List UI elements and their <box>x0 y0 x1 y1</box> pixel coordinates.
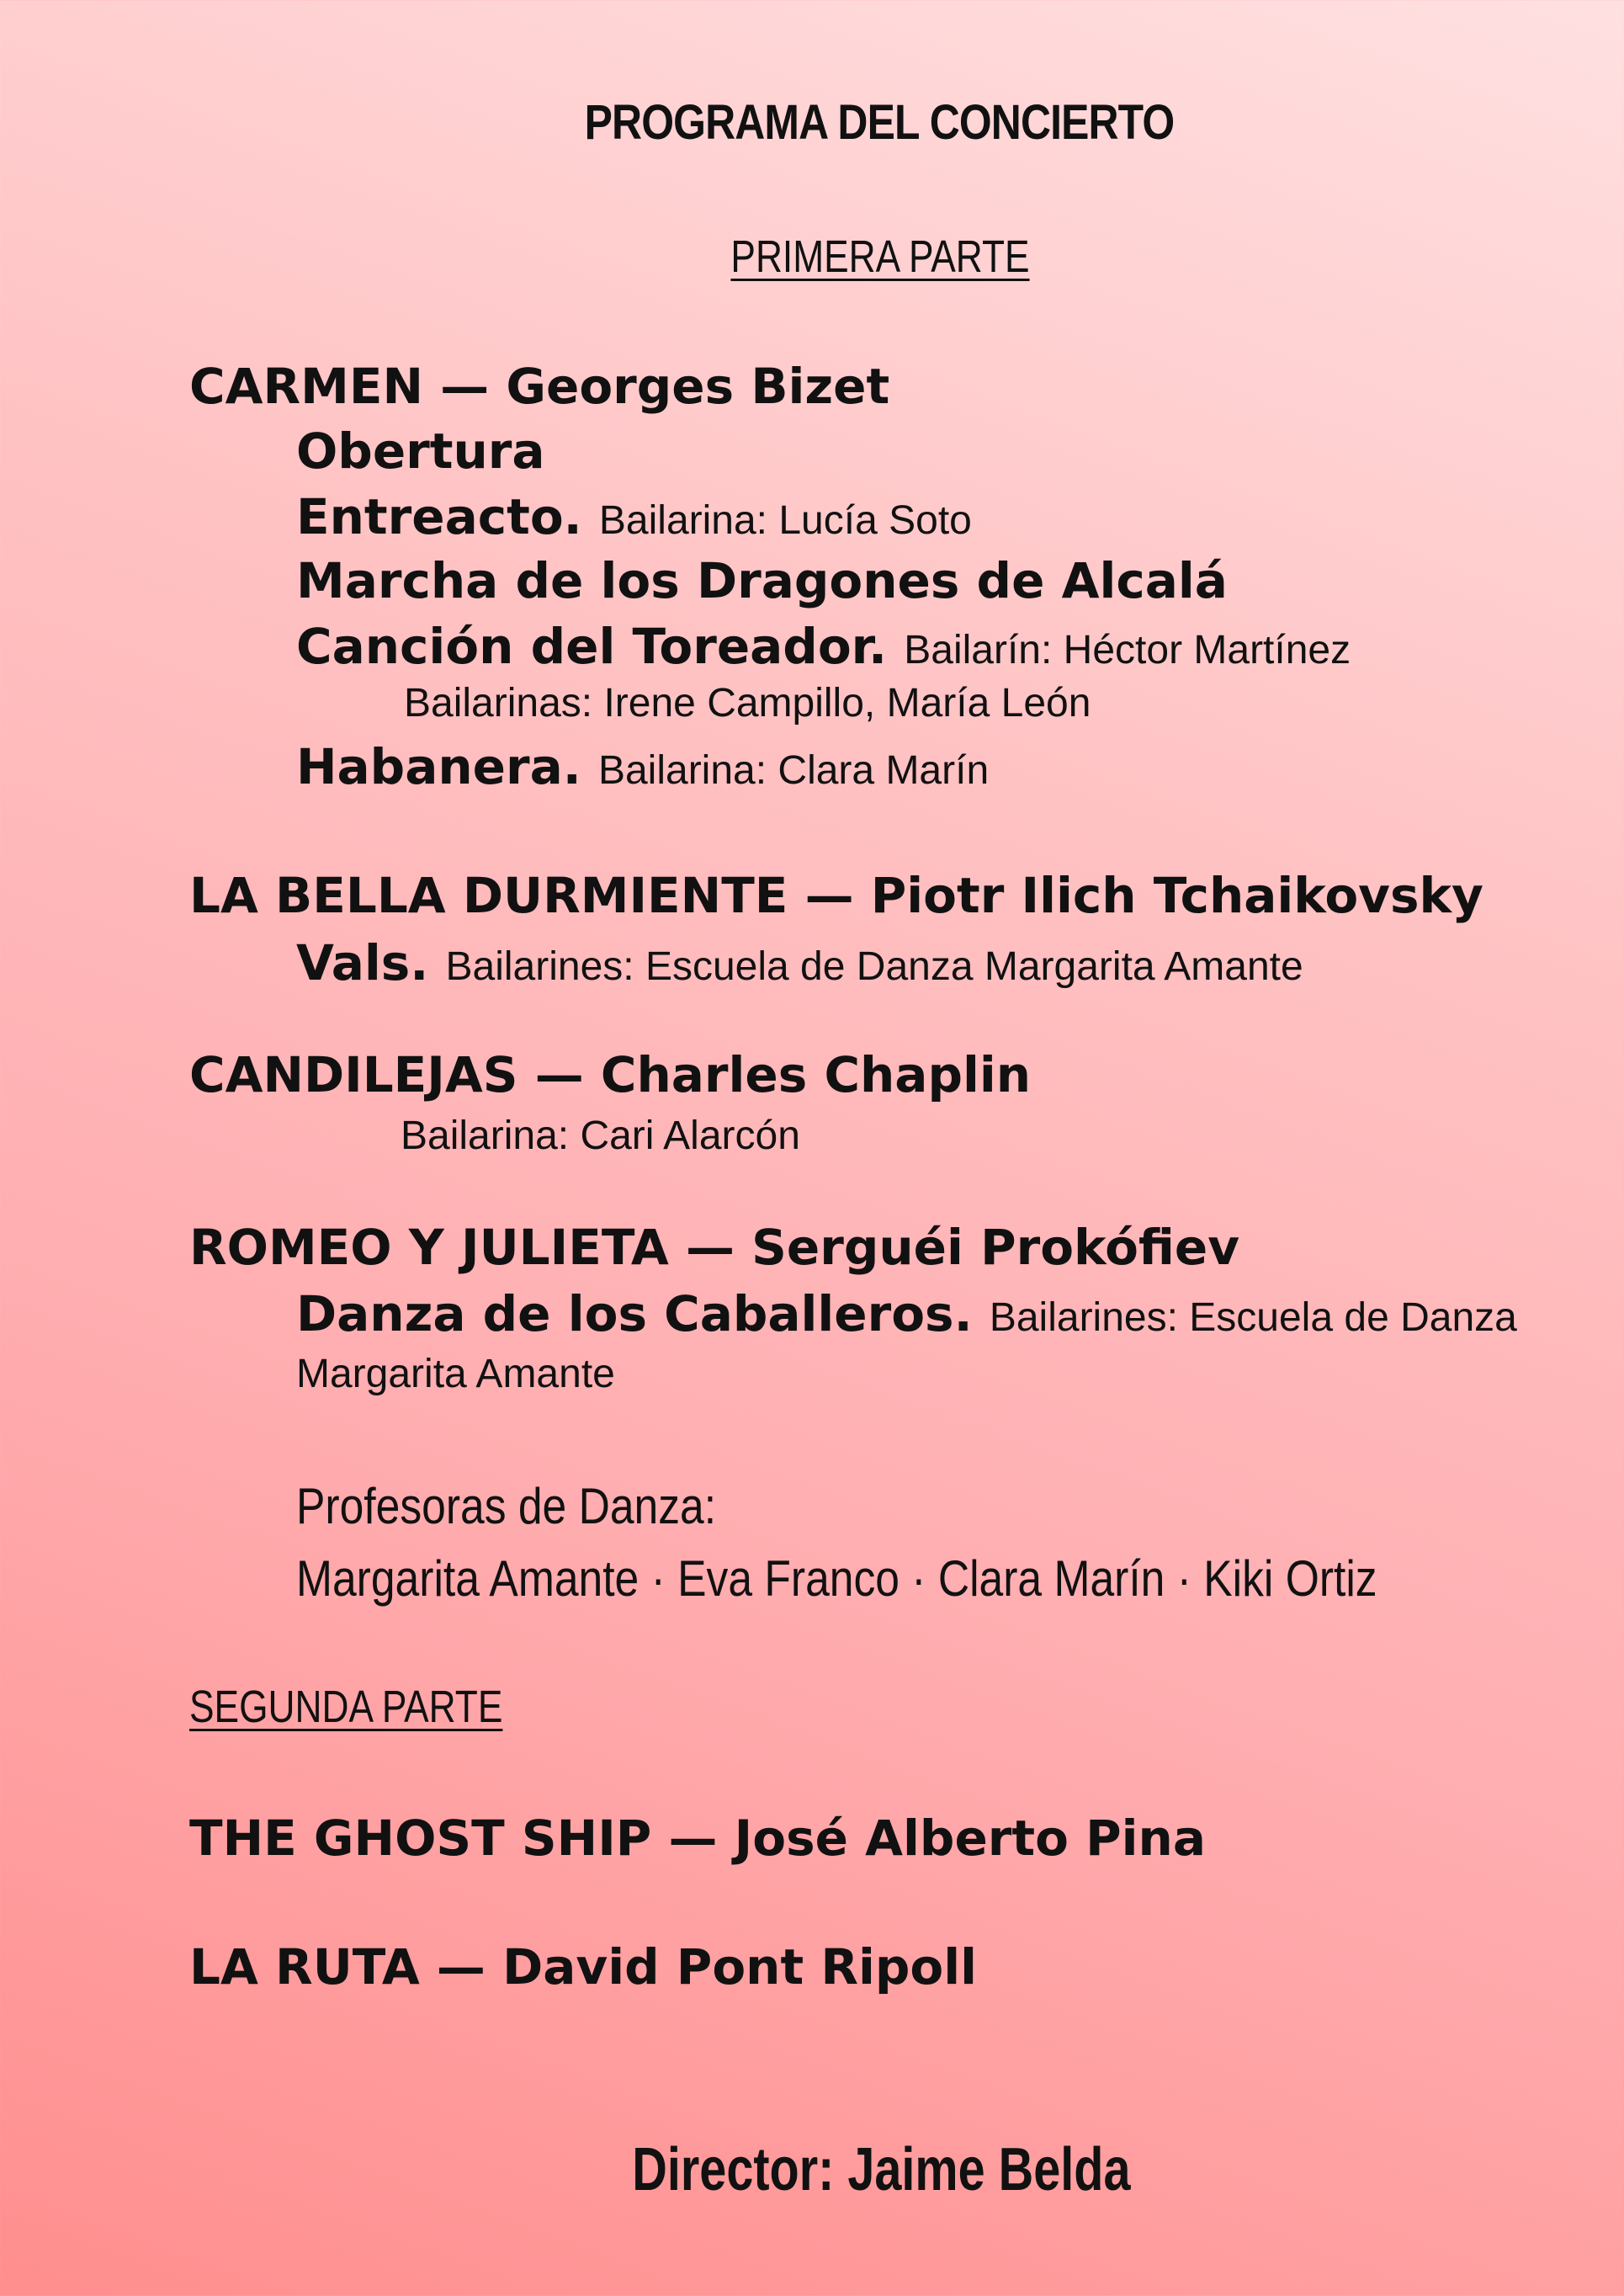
carmen-obertura: Obertura <box>296 423 545 480</box>
bella-heading: LA BELLA DURMIENTE — Piotr Ilich Tchaikovsky <box>189 867 1483 924</box>
cancion-title: Canción del Toreador. <box>296 618 888 675</box>
habanera-performer: Bailarina: Clara Marín <box>597 748 990 793</box>
teachers-names: Margarita Amante · Eva Franco · Clara Marín · Kiki Ortiz <box>296 1550 1377 1607</box>
candilejas-performer: Bailarina: Cari Alarcón <box>401 1113 800 1158</box>
romeo-danza <box>296 1285 1517 1342</box>
danza-title: Danza de los Caballeros. <box>296 1285 973 1342</box>
carmen-heading: CARMEN — Georges Bizet <box>189 358 890 415</box>
candilejas-heading: CANDILEJAS — Charles Chaplin <box>189 1046 1032 1103</box>
romeo-heading: ROMEO Y JULIETA — Serguéi Prokófiev <box>189 1219 1240 1276</box>
part2-heading: SEGUNDA PARTE <box>189 1682 503 1732</box>
bella-vals <box>296 934 1303 991</box>
carmen-marcha: Marcha de los Dragones de Alcalá <box>296 552 1228 609</box>
teachers-label: Profesoras de Danza: <box>296 1478 717 1534</box>
la-ruta-heading: LA RUTA — David Pont Ripoll <box>189 1938 978 1996</box>
cancion-performers-2: Bailarinas: Irene Campillo, María León <box>404 681 1091 725</box>
entreacto-performer: Bailarina: Lucía Soto <box>598 498 972 543</box>
carmen-entreacto <box>296 488 972 545</box>
entreacto-title: Entreacto. <box>296 488 582 545</box>
program-title: PROGRAMA DEL CONCIERTO <box>584 95 1175 150</box>
carmen-habanera <box>296 738 989 795</box>
director-credit: Director: Jaime Belda <box>632 2136 1131 2203</box>
danza-performer: Bailarines: Escuela de Danza <box>989 1295 1517 1340</box>
habanera-title: Habanera. <box>296 738 581 795</box>
vals-title: Vals. <box>296 934 429 991</box>
cancion-performer: Bailarín: Héctor Martínez <box>904 628 1351 672</box>
ghost-ship-heading: THE GHOST SHIP — José Alberto Pina <box>189 1810 1206 1867</box>
part1-heading: PRIMERA PARTE <box>730 231 1030 282</box>
danza-performer-2: Margarita Amante <box>296 1352 615 1396</box>
vals-performer: Bailarines: Escuela de Danza Margarita Amante <box>445 944 1303 989</box>
carmen-cancion <box>296 618 1351 675</box>
